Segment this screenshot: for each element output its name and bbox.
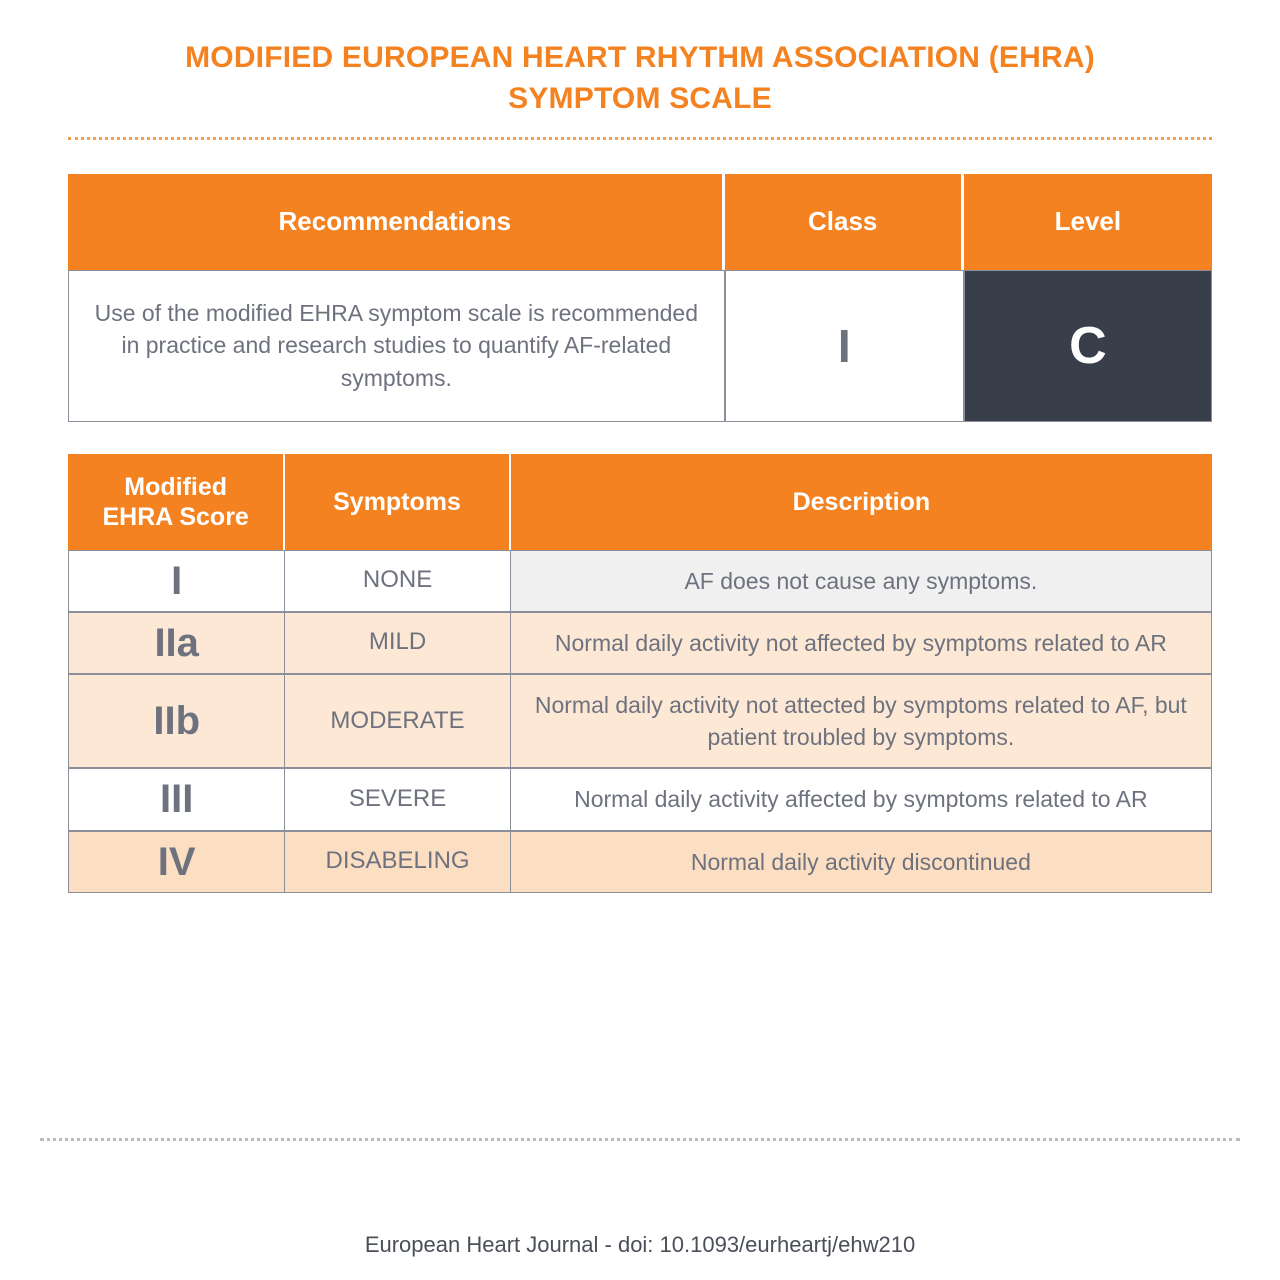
title-divider — [68, 137, 1212, 140]
header-score-line-1: Modified — [124, 472, 228, 501]
recommendation-table-wrapper — [0, 174, 1280, 422]
recommendation-class-value: I — [725, 270, 964, 422]
page-title-line-1: MODIFIED EUROPEAN HEART RHYTHM ASSOCIATION (EHRA) — [185, 41, 1095, 74]
footer-divider — [40, 1138, 1240, 1141]
recommendation-table — [68, 174, 1212, 422]
table-row — [68, 674, 1212, 768]
recommendation-level-value: C — [964, 270, 1212, 422]
table-row — [68, 831, 1212, 893]
ehra-description-value: Normal daily activity not attected by symptoms related to AF, but patient troubled by symptoms. — [511, 674, 1212, 768]
header-recommendations: Recommendations — [68, 174, 725, 270]
ehra-score-value: III — [68, 768, 285, 830]
ehra-score-value: IV — [68, 831, 285, 893]
page-title-line-2: SYMPTOM SCALE — [508, 81, 772, 115]
recommendation-table-row — [68, 270, 1212, 422]
ehra-score-table — [68, 454, 1212, 893]
header-level: Level — [964, 174, 1212, 270]
ehra-table-body — [68, 550, 1212, 893]
header-symptoms: Symptoms — [285, 454, 510, 550]
ehra-score-value: IIb — [68, 674, 285, 768]
ehra-table-header-row — [68, 454, 1212, 550]
ehra-score-value: IIa — [68, 612, 285, 674]
header-description: Description — [511, 454, 1212, 550]
ehra-symptom-value: SEVERE — [285, 768, 510, 830]
ehra-symptom-value: NONE — [285, 550, 510, 612]
table-row — [68, 768, 1212, 830]
recommendation-text: Use of the modified EHRA symptom scale is recommended in practice and research studies to quantify AF-related symptoms. — [68, 270, 725, 422]
ehra-symptom-value: MILD — [285, 612, 510, 674]
footer-citation: European Heart Journal - doi: 10.1093/eurheartj/ehw210 — [364, 1232, 916, 1257]
recommendation-table-header-row — [68, 174, 1212, 270]
header-class: Class — [725, 174, 964, 270]
ehra-table-wrapper — [0, 454, 1280, 893]
page-title — [0, 0, 1280, 120]
ehra-description-value: Normal daily activity discontinued — [511, 831, 1212, 893]
table-row — [68, 550, 1212, 612]
header-score-line-2: EHRA Score — [102, 502, 249, 531]
table-row — [68, 612, 1212, 674]
ehra-symptom-value: DISABELING — [285, 831, 510, 893]
ehra-symptom-value: MODERATE — [285, 674, 510, 768]
ehra-score-value: I — [68, 550, 285, 612]
ehra-description-value: Normal daily activity affected by symptoms related to AR — [511, 768, 1212, 830]
ehra-description-value: Normal daily activity not affected by symptoms related to AR — [511, 612, 1212, 674]
ehra-description-value: AF does not cause any symptoms. — [511, 550, 1212, 612]
header-modified-ehra-score — [68, 454, 285, 550]
